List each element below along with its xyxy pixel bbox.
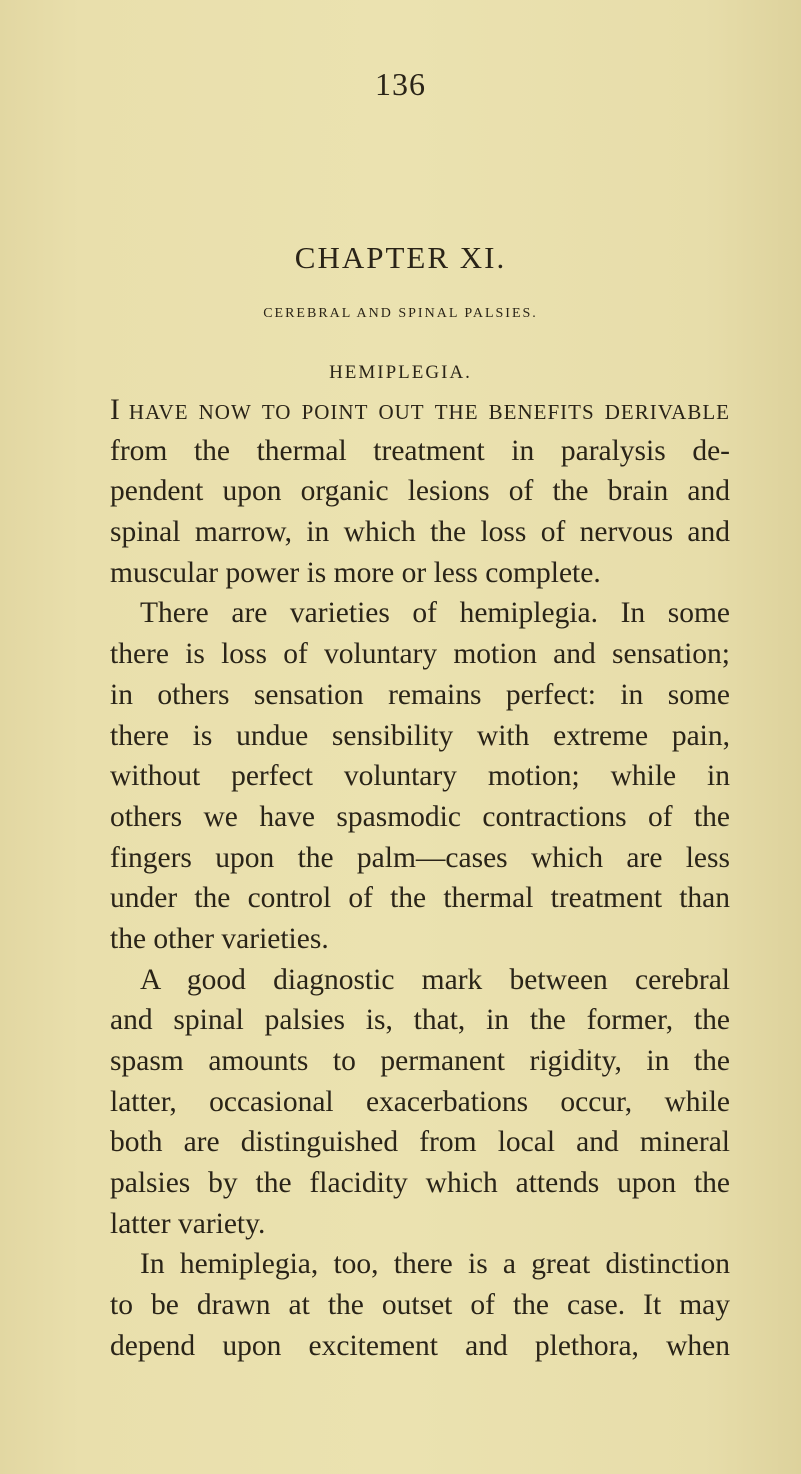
text-line-3: pendent upon organic lesions of the brain and	[110, 475, 730, 508]
text-line-20: palsies by the flacidity which attends upon the	[110, 1167, 730, 1200]
text-line-14: the other varieties.	[110, 922, 329, 955]
text-line-13: under the control of the thermal treatment than	[110, 882, 730, 915]
text-line-23: to be drawn at the outset of the case. It may	[110, 1289, 730, 1322]
text-line-18: latter, occasional exacerbations occur, while	[110, 1085, 730, 1118]
text-line-24: depend upon excitement and plethora, when	[110, 1329, 730, 1362]
text-line-12: fingers upon the palm—cases which are less	[110, 841, 730, 874]
line-1-text: have now to point out the benefits derivable	[128, 394, 731, 426]
text-line-2: from the thermal treatment in paralysis de-	[110, 434, 730, 467]
body-text	[110, 390, 730, 1367]
first-word: I	[110, 394, 120, 426]
text-line-5: muscular power is more or less complete.	[110, 556, 601, 589]
text-line-16: and spinal palsies is, that, in the former, the	[110, 1004, 730, 1037]
page-number: 136	[375, 66, 426, 102]
text-line-15: A good diagnostic mark between cerebral	[140, 963, 730, 996]
text-line-19: both are distinguished from local and mineral	[110, 1126, 730, 1159]
text-line-4: spinal marrow, in which the loss of nervous and	[110, 516, 730, 549]
chapter-title: CHAPTER XI.	[294, 240, 507, 275]
text-line-10: without perfect voluntary motion; while in	[110, 760, 730, 793]
text-line-11: others we have spasmodic contractions of the	[110, 800, 730, 833]
text-line-1	[110, 390, 730, 431]
chapter-subtitle: CEREBRAL AND SPINAL PALSIES.	[263, 306, 538, 321]
text-line-21: latter variety.	[110, 1207, 266, 1240]
text-line-22: In hemiplegia, too, there is a great distinction	[140, 1248, 730, 1281]
section-heading: HEMIPLEGIA.	[329, 362, 472, 383]
text-line-7: there is loss of voluntary motion and sensation;	[110, 638, 730, 671]
text-line-17: spasm amounts to permanent rigidity, in the	[110, 1045, 730, 1077]
text-line-6: There are varieties of hemiplegia. In some	[140, 597, 730, 630]
text-line-8: in others sensation remains perfect: in some	[110, 678, 730, 711]
text-line-9: there is undue sensibility with extreme pain,	[110, 719, 730, 752]
